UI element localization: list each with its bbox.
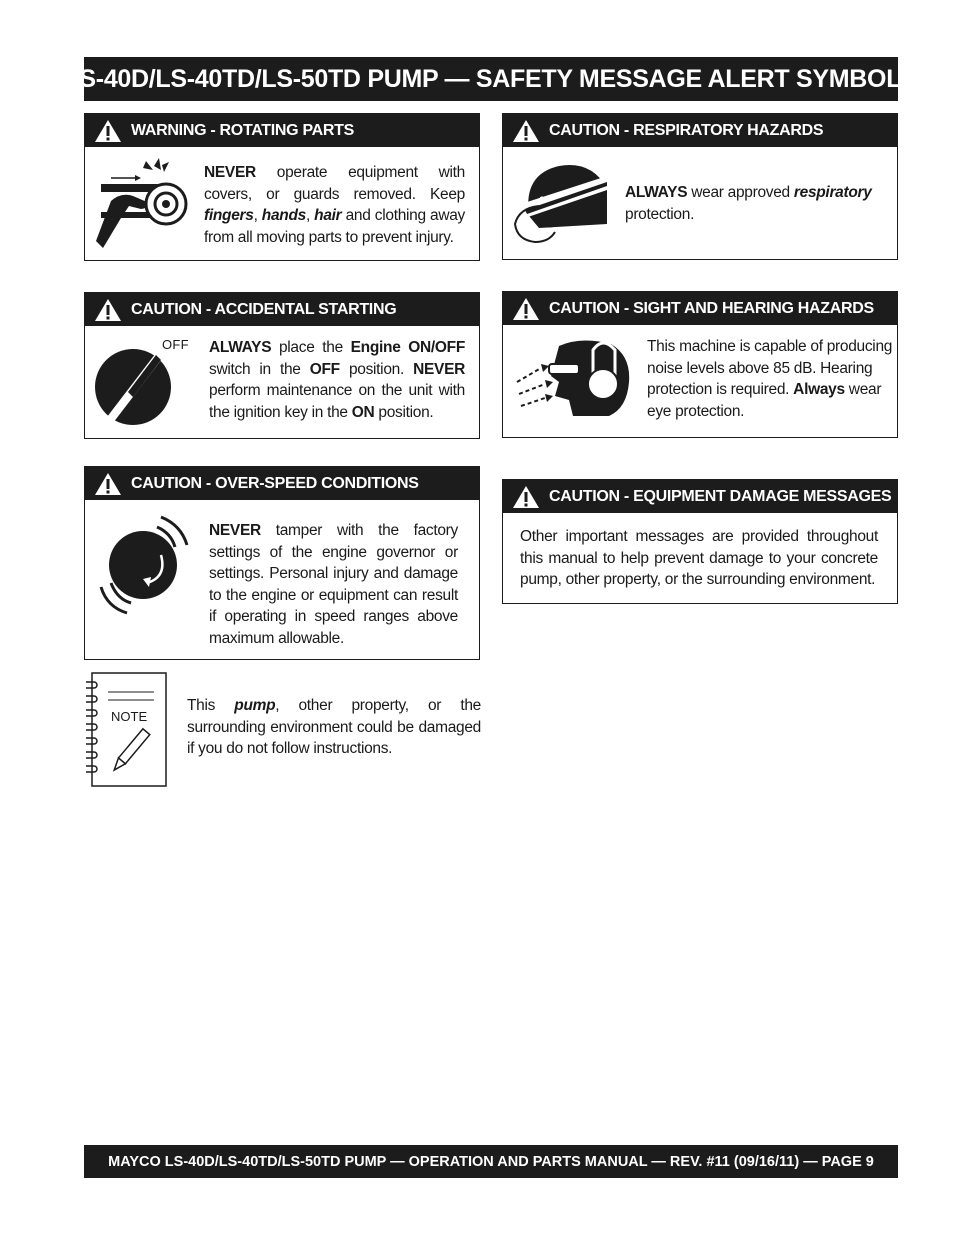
caution-accidental-starting-box bbox=[84, 292, 480, 439]
alert-triangle-icon bbox=[85, 114, 131, 147]
box-header bbox=[85, 467, 479, 500]
alert-triangle-icon bbox=[85, 467, 131, 500]
box-title: CAUTION - EQUIPMENT DAMAGE MESSAGES bbox=[549, 487, 892, 505]
rotating-parts-icon bbox=[91, 156, 191, 256]
note-text: This pump, other property, or the surrounding environment could be damaged if you do not follow instructions. bbox=[187, 697, 482, 757]
accidental-starting-text: ALWAYS place the Engine ON/OFF switch in the OFF position. NEVER perform maintenance on the unit with the ignition key in the ON position. bbox=[209, 339, 465, 421]
respiratory-text: ALWAYS wear approved respiratory protection. bbox=[625, 184, 872, 223]
alert-triangle-icon bbox=[503, 292, 549, 325]
notepad-pencil-icon bbox=[84, 672, 168, 788]
box-header bbox=[85, 293, 479, 326]
caution-respiratory-box bbox=[502, 113, 898, 260]
box-title: CAUTION - RESPIRATORY HAZARDS bbox=[549, 121, 824, 139]
ignition-key-off-icon bbox=[93, 335, 203, 430]
alert-triangle-icon bbox=[503, 480, 549, 513]
respirator-helmet-icon bbox=[509, 156, 613, 253]
warning-rotating-parts-box bbox=[84, 113, 480, 261]
box-title: CAUTION - SIGHT AND HEARING HAZARDS bbox=[549, 299, 874, 317]
page-title: LS-40D/LS-40TD/LS-50TD PUMP — SAFETY MESSAGE ALERT SYMBOLS bbox=[84, 57, 898, 101]
alert-triangle-icon bbox=[503, 114, 549, 147]
box-title: CAUTION - ACCIDENTAL STARTING bbox=[131, 300, 397, 318]
alert-triangle-icon bbox=[85, 293, 131, 326]
box-title: CAUTION - OVER-SPEED CONDITIONS bbox=[131, 474, 419, 492]
governor-dial-icon bbox=[95, 511, 195, 622]
off-label: OFF bbox=[162, 337, 189, 352]
equipment-damage-text: Other important messages are provided throughout this manual to help prevent damage to your concrete pump, other property, or the surrounding environment. bbox=[520, 528, 878, 588]
caution-over-speed-box bbox=[84, 466, 480, 660]
rotating-parts-text: NEVER operate equipment with covers, or guards removed. Keep fingers, hands, hair and clothing away from all moving parts to prevent injury. bbox=[204, 164, 465, 246]
over-speed-text: NEVER tamper with the factory settings of the engine governor or settings. Personal injury and damage to the engine or equipment can result if operating in speed ranges above maximum allowable. bbox=[209, 522, 458, 647]
box-header bbox=[503, 114, 897, 147]
ear-eye-protection-icon bbox=[511, 334, 635, 429]
box-header bbox=[85, 114, 479, 147]
box-header bbox=[503, 480, 897, 513]
page-footer: MAYCO LS-40D/LS-40TD/LS-50TD PUMP — OPERATION AND PARTS MANUAL — REV. #11 (09/16/11) — PAGE 9 bbox=[84, 1145, 898, 1178]
caution-sight-hearing-box bbox=[502, 291, 898, 438]
sight-hearing-text: This machine is capable of producing noise levels above 85 dB. Hearing protection is required. Always wear eye protection. bbox=[647, 338, 893, 420]
box-header bbox=[503, 292, 897, 325]
note-label: NOTE bbox=[111, 709, 148, 724]
caution-equipment-damage-box bbox=[502, 479, 898, 604]
box-title: WARNING - ROTATING PARTS bbox=[131, 121, 355, 139]
